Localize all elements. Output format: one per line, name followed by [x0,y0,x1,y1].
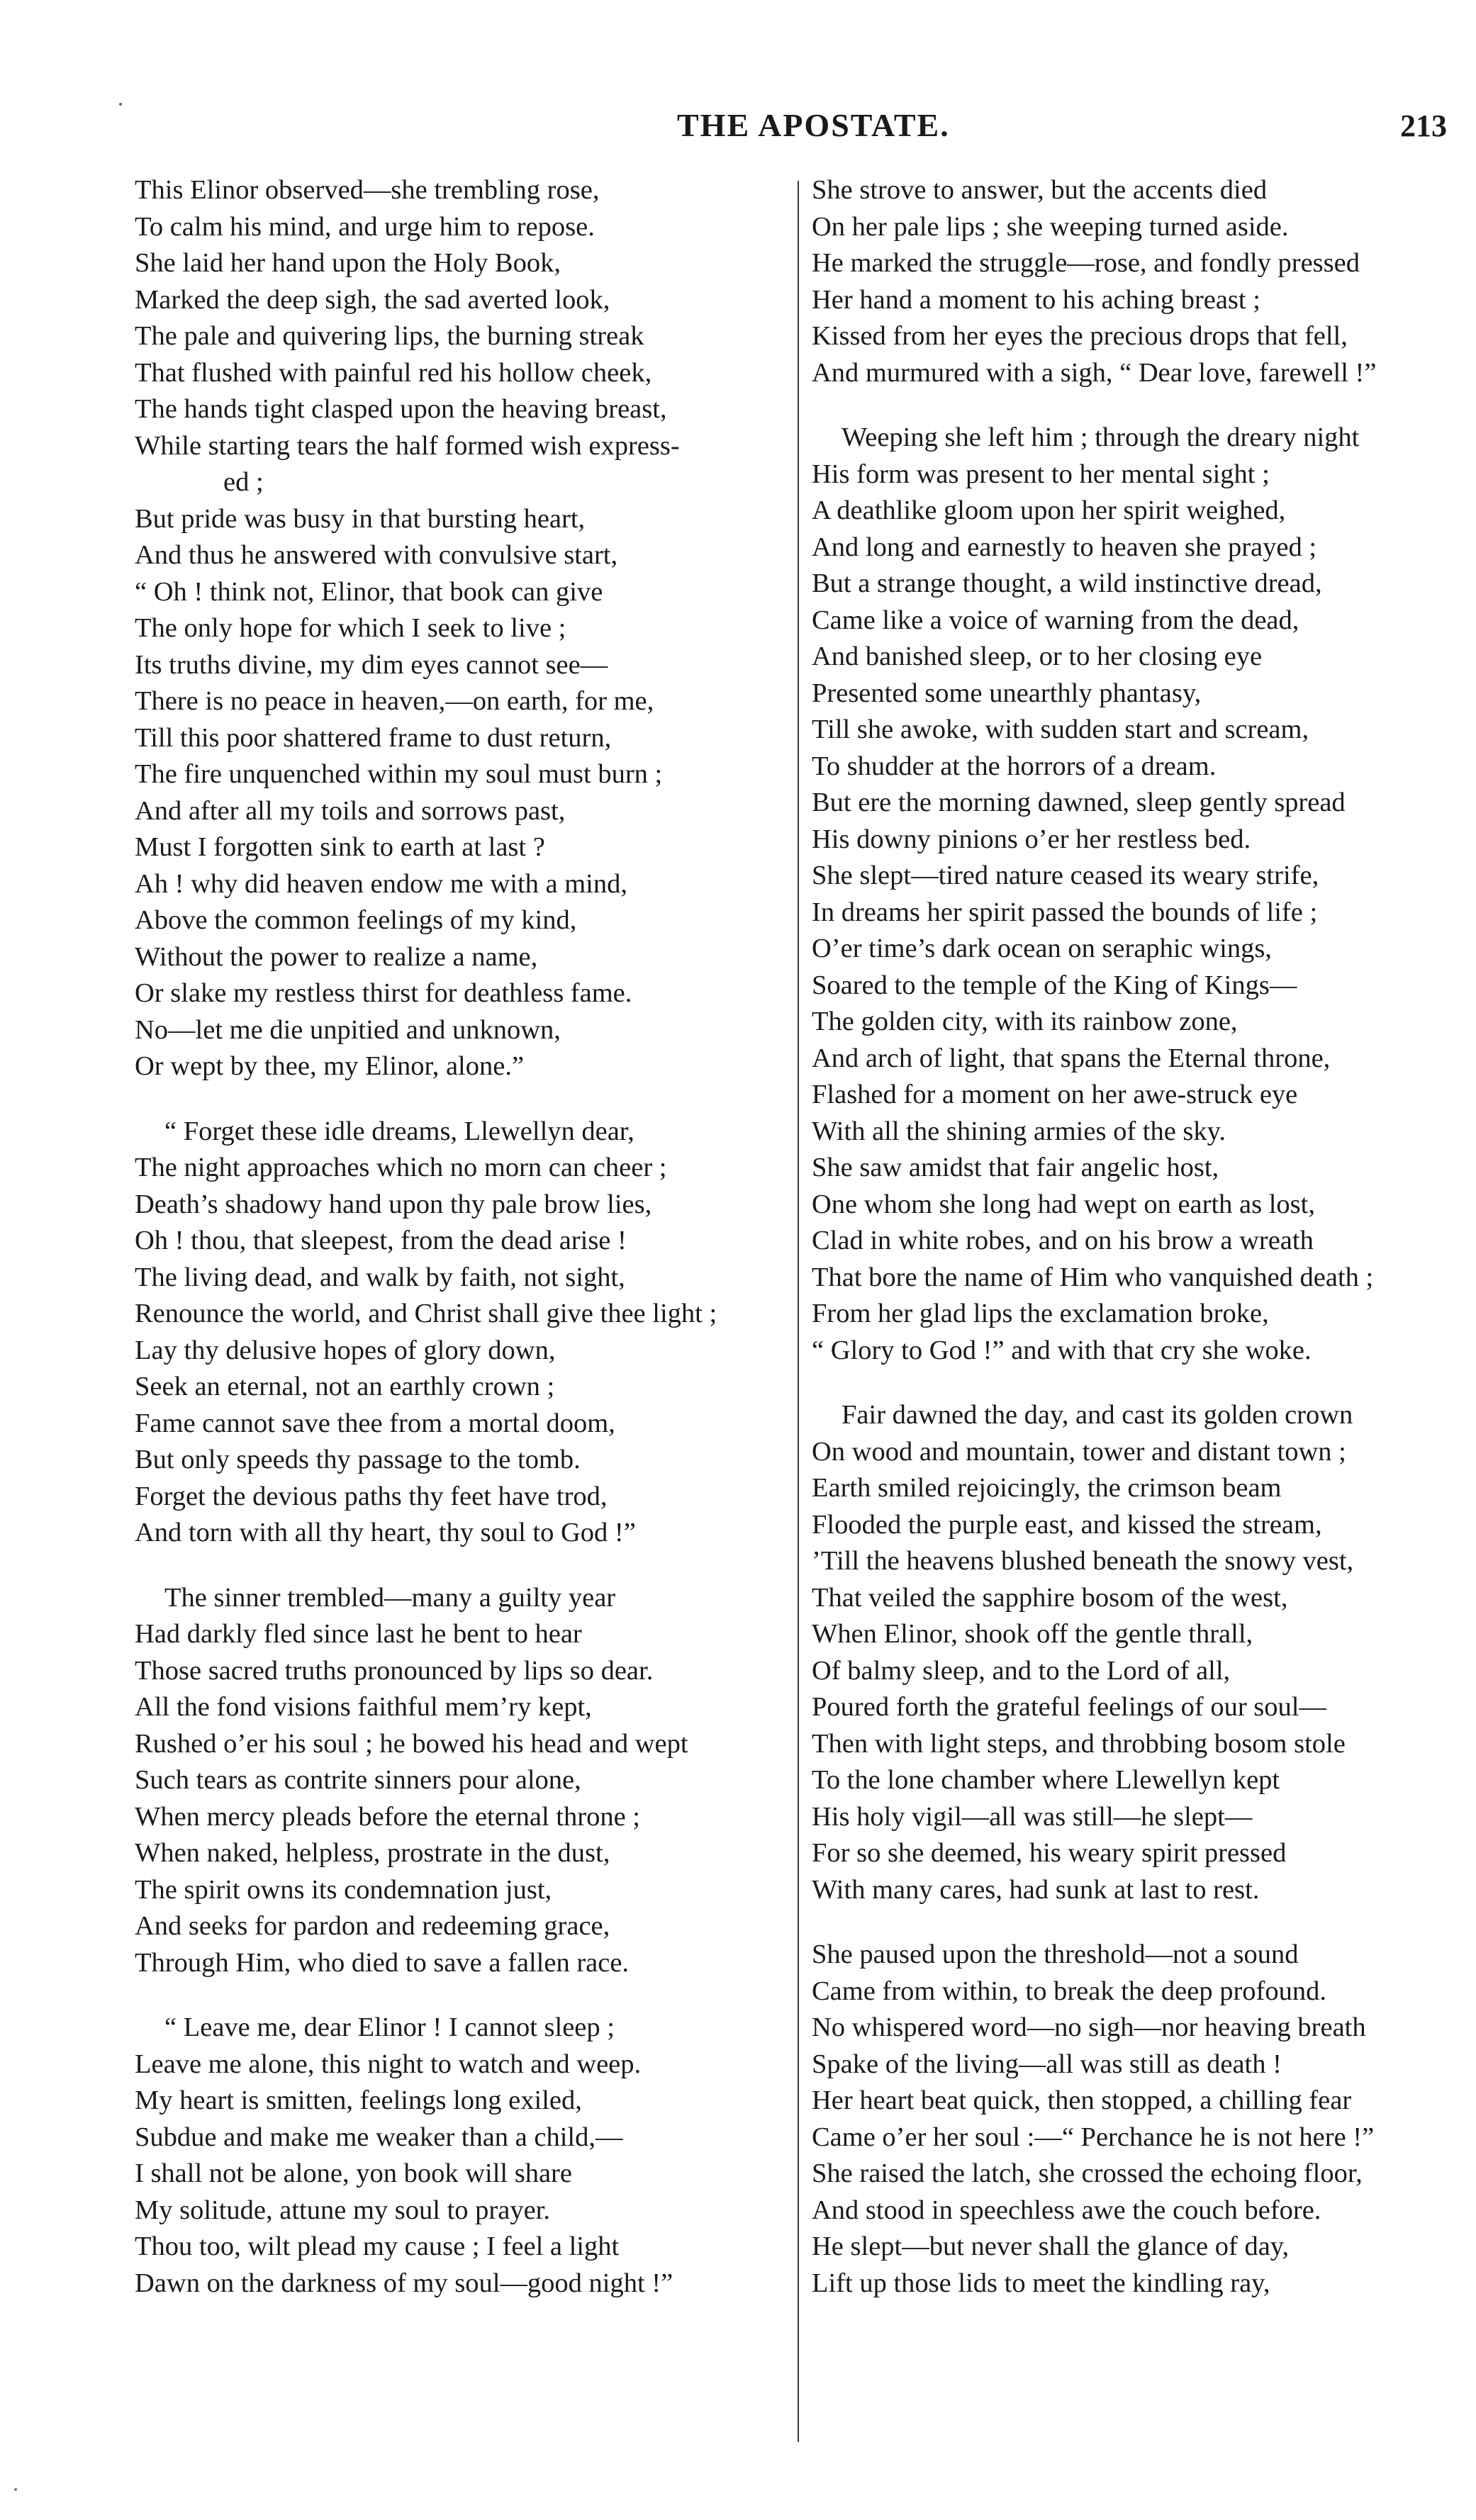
verse-line: Fame cannot save thee from a mortal doom, [135,1408,615,1438]
stanza [812,1397,1460,1908]
verse-line: Forget the devious paths thy feet have trod, [135,1481,608,1511]
verse-line: Or wept by thee, my Elinor, alone.” [135,1051,525,1081]
verse-line: She slept—tired nature ceased its weary strife, [812,861,1319,890]
verse-line: That veiled the sapphire bosom of the west, [812,1582,1288,1613]
verse-line: Had darkly fled since last he bent to hear [135,1619,582,1649]
verse-line: Such tears as contrite sinners pour alone, [135,1765,581,1795]
verse-line: Leave me alone, this night to watch and weep. [135,2049,642,2079]
verse-line: No whispered word—no sigh—nor heaving breath [812,2012,1366,2042]
verse-line: Till this poor shattered frame to dust return, [135,722,612,753]
verse-line: In dreams her spirit passed the bounds of life ; [812,897,1318,927]
page-number: 213 [1400,108,1447,143]
verse-line: And long and earnestly to heaven she prayed ; [812,532,1317,562]
verse-line: He marked the struggle—rose, and fondly pressed [812,248,1360,278]
verse-line: “ Glory to God !” and with that cry she woke. [812,1335,1312,1365]
verse-line: Lay thy delusive hopes of glory down, [135,1335,556,1365]
verse-line: Till she awoke, with sudden start and scream, [812,715,1309,744]
verse-line: From her glad lips the exclamation broke, [812,1299,1269,1328]
verse-line: Flashed for a moment on her awe-struck eye [812,1080,1298,1109]
verse-line: Those sacred truths pronounced by lips so dear. [135,1655,654,1686]
verse-line: A deathlike gloom upon her spirit weighed, [812,495,1286,525]
verse-line: His holy vigil—all was still—he slept— [812,1801,1253,1832]
verse-line: No—let me die unpitied and unknown, [135,1014,561,1045]
verse-line: Its truths divine, my dim eyes cannot see— [135,649,608,680]
verse-line: I shall not be alone, yon book will share [135,2158,572,2188]
stanza [812,1937,1460,2302]
verse-line: But pride was busy in that bursting heart, [135,503,586,534]
verse-line: “ Oh ! think not, Elinor, that book can give [135,576,603,607]
verse-line: But ere the morning dawned, sleep gently spread [812,788,1346,817]
verse-line: Spake of the living—all was still as death ! [812,2049,1282,2079]
verse-line: Came from within, to break the deep profound. [812,1976,1326,2006]
verse-line: She paused upon the threshold—not a sound [812,1939,1299,1969]
verse-line: ’Till the heavens blushed beneath the snowy vest, [812,1546,1354,1576]
verse-line: While starting tears the half formed wish express- [135,430,680,461]
verse-line: My solitude, attune my soul to prayer. [135,2195,550,2225]
verse-line: And stood in speechless awe the couch before. [812,2195,1321,2225]
stanza [135,172,776,1085]
verse-line: Thou too, wilt plead my cause ; I feel a light [135,2231,620,2261]
verse-line: And arch of light, that spans the Eternal throne, [812,1043,1331,1073]
verse-line: Poured forth the grateful feelings of our soul— [812,1692,1326,1722]
verse-line: On wood and mountain, tower and distant town ; [812,1436,1346,1467]
verse-line: Seek an eternal, not an earthly crown ; [135,1372,555,1401]
verse-line: The living dead, and walk by faith, not sight, [135,1262,625,1292]
verse-line: And thus he answered with convulsive start, [135,540,618,570]
verse-line: “ Leave me, dear Elinor ! I cannot sleep ; [164,2012,615,2042]
verse-line: Marked the deep sigh, the sad averted look, [135,284,610,315]
verse-line: On her pale lips ; she weeping turned aside. [812,211,1289,242]
stanza [135,1580,776,1982]
verse-line: Through Him, who died to save a fallen race. [135,1947,630,1978]
verse-line: She strove to answer, but the accents died [812,175,1268,205]
verse-line: All the fond visions faithful mem’ry kept, [135,1692,592,1722]
stray-ink-mark [14,2488,17,2491]
verse-line: This Elinor observed—she trembling rose, [135,175,600,205]
verse-line: When naked, helpless, prostrate in the dust, [135,1838,610,1868]
verse-line: Dawn on the darkness of my soul—good night !” [135,2268,673,2298]
verse-line: Earth smiled rejoicingly, the crimson beam [812,1473,1282,1503]
stanza [135,2010,776,2302]
verse-line: When mercy pleads before the eternal throne ; [135,1801,640,1832]
verse-line: Flooded the purple east, and kissed the stream, [812,1509,1322,1540]
verse-line: The only hope for which I seek to live ; [135,613,566,643]
verse-line: Soared to the temple of the King of Kings— [812,970,1297,1000]
verse-line: His form was present to her mental sight ; [812,459,1270,489]
verse-line: Rushed o’er his soul ; he bowed his head and wept [135,1728,688,1759]
verse-line: And murmured with a sigh, “ Dear love, farewell !” [812,357,1377,388]
verse-line: The hands tight clasped upon the heaving breast, [135,394,667,424]
verse-line: “ Forget these idle dreams, Llewellyn dear, [164,1116,634,1146]
verse-line: The golden city, with its rainbow zone, [812,1007,1238,1036]
verse-line: But a strange thought, a wild instinctive dread, [812,569,1322,598]
verse-line: Subdue and make me weaker than a child,— [135,2122,623,2152]
verse-line: He slept—but never shall the glance of day, [812,2231,1290,2261]
verse-line: Lift up those lids to meet the kindling ray, [812,2268,1270,2298]
verse-line: Oh ! thou, that sleepest, from the dead arise ! [135,1226,627,1255]
verse-line: And after all my toils and sorrows past, [135,795,566,826]
verse-line: The sinner trembled—many a guilty year [164,1582,616,1613]
verse-line: Renounce the world, and Christ shall give thee light ; [135,1299,717,1328]
verse-line: When Elinor, shook off the gentle thrall, [812,1619,1253,1649]
verse-line: Presented some unearthly phantasy, [812,678,1202,708]
verse-line: Weeping she left him ; through the dreary night [842,422,1360,452]
verse-line: Her hand a moment to his aching breast ; [812,284,1260,315]
column-divider [798,181,799,2442]
verse-line: With many cares, had sunk at last to rest. [812,1874,1260,1905]
verse-line: His downy pinions o’er her restless bed. [812,824,1251,854]
verse-line: That bore the name of Him who vanquished death ; [812,1262,1374,1292]
left-column [135,172,776,2330]
verse-line: Of balmy sleep, and to the Lord of all, [812,1655,1231,1686]
verse-line: Must I forgotten sink to earth at last ? [135,832,545,862]
verse-line: She saw amidst that fair angelic host, [812,1153,1219,1182]
verse-line: One whom she long had wept on earth as lost, [812,1189,1315,1219]
verse-line: To shudder at the horrors of a dream. [812,751,1217,781]
stanza [135,1114,776,1552]
stanza [812,172,1460,391]
verse-line: Clad in white robes, and on his brow a wreath [812,1226,1314,1255]
verse-line: That flushed with painful red his hollow cheek, [135,357,652,388]
verse-line: She raised the latch, she crossed the echoing floor, [812,2158,1363,2188]
stanza [812,420,1460,1369]
verse-line: My heart is smitten, feelings long exiled, [135,2085,582,2115]
verse-line: Or slake my restless thirst for deathless fame. [135,978,632,1008]
verse-line: Came like a voice of warning from the dead, [812,605,1299,635]
verse-line: And banished sleep, or to her closing eye [812,642,1263,671]
verse-line: To calm his mind, and urge him to repose. [135,211,595,242]
verse-line: Then with light steps, and throbbing bosom stole [812,1728,1346,1759]
stray-ink-mark [119,103,122,106]
verse-line: The night approaches which no morn can cheer ; [135,1153,667,1182]
verse-line: Came o’er her soul :—“ Perchance he is not here !” [812,2122,1375,2152]
verse-line: Her heart beat quick, then stopped, a chilling fear [812,2085,1352,2115]
verse-line: With all the shining armies of the sky. [812,1116,1226,1146]
verse-line: But only speeds thy passage to the tomb. [135,1445,581,1474]
verse-line: Death’s shadowy hand upon thy pale brow lies, [135,1189,652,1219]
page-header [0,106,1476,163]
running-title: THE APOSTATE. [677,107,950,143]
verse-line: To the lone chamber where Llewellyn kept [812,1765,1280,1795]
verse-line: There is no peace in heaven,—on earth, for me, [135,686,654,716]
verse-line: Fair dawned the day, and cast its golden crown [842,1400,1353,1430]
verse-line: And seeks for pardon and redeeming grace, [135,1911,610,1941]
verse-line: Ah ! why did heaven endow me with a mind, [135,868,627,899]
right-column [812,172,1460,2330]
verse-line: For so she deemed, his weary spirit pressed [812,1838,1287,1868]
verse-line: The spirit owns its condemnation just, [135,1874,552,1905]
verse-line: The pale and quivering lips, the burning streak [135,321,644,351]
verse-line: O’er time’s dark ocean on seraphic wings, [812,934,1272,963]
verse-line: ed ; [223,467,264,497]
verse-line: Kissed from her eyes the precious drops that fell, [812,321,1348,351]
verse-line: The fire unquenched within my soul must burn ; [135,759,663,789]
verse-line: She laid her hand upon the Holy Book, [135,248,561,278]
verse-line: Above the common feelings of my kind, [135,905,577,935]
verse-line: Without the power to realize a name, [135,941,538,972]
verse-line: And torn with all thy heart, thy soul to God !” [135,1518,636,1547]
